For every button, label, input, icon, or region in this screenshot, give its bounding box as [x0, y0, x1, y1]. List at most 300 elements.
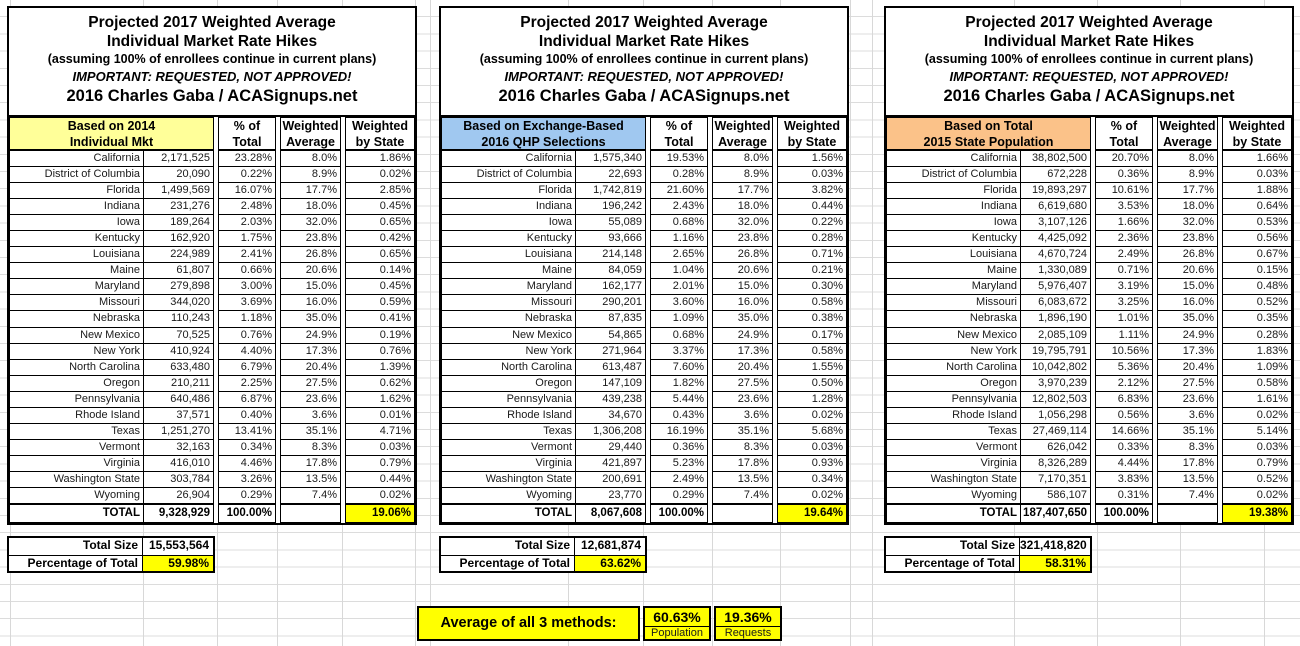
table-cell[interactable]: 20.6%: [737, 264, 769, 277]
table-cell[interactable]: 55,089: [575, 215, 645, 230]
table-cell[interactable]: 633,480: [143, 360, 213, 375]
total-label-cell[interactable]: TOTAL: [534, 507, 572, 520]
table-cell[interactable]: 0.53%: [1256, 216, 1288, 229]
table-cell[interactable]: 5.23%: [672, 456, 704, 469]
table-cell[interactable]: 1,742,819: [575, 183, 645, 198]
table-cell[interactable]: 0.29%: [672, 488, 704, 501]
table-cell[interactable]: District of Columbia: [476, 168, 572, 181]
total-size-value[interactable]: 321,418,820: [1020, 538, 1087, 552]
total-label-cell[interactable]: TOTAL: [102, 507, 140, 520]
table-cell[interactable]: 0.59%: [379, 296, 411, 309]
table-cell[interactable]: 162,920: [143, 231, 213, 246]
table-cell[interactable]: 2.43%: [672, 200, 704, 213]
table-cell[interactable]: 0.38%: [811, 312, 843, 325]
table-cell[interactable]: 640,486: [143, 392, 213, 407]
table-cell[interactable]: 224,989: [143, 247, 213, 262]
table-cell[interactable]: 4.40%: [240, 344, 272, 357]
table-cell[interactable]: 6,619,680: [1020, 199, 1090, 214]
column-header-pct-of-total[interactable]: % of Total: [219, 118, 275, 151]
table-title-block[interactable]: [886, 8, 1292, 117]
table-cell[interactable]: 231,276: [143, 199, 213, 214]
table-cell[interactable]: 2,171,525: [143, 151, 213, 166]
table-cell[interactable]: 15.0%: [305, 280, 337, 293]
table-cell[interactable]: 20.70%: [1111, 152, 1149, 164]
table-cell[interactable]: 0.62%: [379, 376, 411, 389]
table-cell[interactable]: 18.0%: [1182, 200, 1214, 213]
table-cell[interactable]: 1.09%: [672, 312, 704, 325]
table-cell[interactable]: 17.7%: [737, 184, 769, 197]
table-cell[interactable]: 290,201: [575, 295, 645, 310]
table-cell[interactable]: 34,670: [575, 408, 645, 423]
total-label-cell[interactable]: TOTAL: [979, 507, 1017, 520]
table-cell[interactable]: 19,893,297: [1020, 183, 1090, 198]
table-cell[interactable]: 32.0%: [1182, 216, 1214, 229]
table-cell[interactable]: 35.1%: [305, 424, 337, 437]
table-cell[interactable]: 8.9%: [1188, 168, 1214, 181]
table-cell[interactable]: Maryland: [526, 280, 572, 293]
table-cell[interactable]: 32.0%: [305, 216, 337, 229]
table-cell[interactable]: Maine: [110, 264, 140, 277]
table-cell[interactable]: 3.82%: [811, 184, 843, 197]
table-cell[interactable]: 54,865: [575, 328, 645, 343]
table-cell[interactable]: North Carolina: [501, 360, 572, 373]
table-cell[interactable]: 27.5%: [305, 376, 337, 389]
table-cell[interactable]: 0.02%: [811, 488, 843, 501]
table-cell[interactable]: Rhode Island: [75, 408, 140, 421]
table-cell[interactable]: 7.4%: [1188, 488, 1214, 501]
table-cell[interactable]: 35.0%: [737, 312, 769, 325]
table-cell[interactable]: 35.1%: [1182, 424, 1214, 437]
table-cell[interactable]: Nebraska: [92, 312, 140, 325]
table-cell[interactable]: 1.55%: [811, 360, 843, 373]
table-cell[interactable]: Maine: [987, 264, 1017, 277]
table-cell[interactable]: 0.44%: [379, 472, 411, 485]
table-cell[interactable]: 87,835: [575, 311, 645, 326]
table-cell[interactable]: 0.68%: [672, 216, 704, 229]
table-cell[interactable]: 32,163: [143, 440, 213, 455]
table-cell[interactable]: 303,784: [143, 472, 213, 487]
table-cell[interactable]: 1.75%: [240, 232, 272, 245]
table-cell[interactable]: Kentucky: [526, 232, 572, 245]
table-cell[interactable]: 24.9%: [305, 328, 337, 341]
pct-of-total-value[interactable]: 58.31%: [1020, 556, 1090, 572]
total-weighted-cell[interactable]: 19.06%: [346, 505, 414, 522]
table-cell[interactable]: New Mexico: [957, 328, 1017, 341]
table-cell[interactable]: 0.66%: [240, 264, 272, 277]
table-cell[interactable]: Pennsylvania: [74, 392, 140, 405]
table-cell[interactable]: 10,042,802: [1020, 360, 1090, 375]
table-cell[interactable]: Louisiana: [969, 248, 1017, 261]
table-cell[interactable]: 1.61%: [1256, 392, 1288, 405]
table-cell[interactable]: 3.19%: [1117, 280, 1149, 293]
table-cell[interactable]: 3.6%: [311, 408, 337, 421]
pct-of-total-label[interactable]: Percentage of Total: [441, 556, 575, 572]
table-cell[interactable]: 8.3%: [311, 440, 337, 453]
table-cell[interactable]: 0.34%: [240, 440, 272, 453]
table-cell[interactable]: 20.4%: [305, 360, 337, 373]
table-cell[interactable]: 4.71%: [379, 424, 411, 437]
table-cell[interactable]: 16.19%: [666, 424, 704, 437]
table-cell[interactable]: 421,897: [575, 456, 645, 471]
table-cell[interactable]: Wyoming: [526, 488, 572, 501]
table-cell[interactable]: 4,670,724: [1020, 247, 1090, 262]
table-cell[interactable]: 1.09%: [1256, 360, 1288, 373]
table-cell[interactable]: 15.0%: [737, 280, 769, 293]
table-cell[interactable]: 3.53%: [1117, 200, 1149, 213]
table-cell[interactable]: 0.40%: [240, 408, 272, 421]
table-cell[interactable]: 16.0%: [737, 296, 769, 309]
table-cell[interactable]: 20.6%: [305, 264, 337, 277]
table-cell[interactable]: 3.26%: [240, 472, 272, 485]
table-cell[interactable]: 0.21%: [811, 264, 843, 277]
total-weighted-cell[interactable]: 19.64%: [778, 505, 846, 522]
table-cell[interactable]: Virginia: [535, 456, 572, 469]
table-cell[interactable]: 23.6%: [1182, 392, 1214, 405]
table-cell[interactable]: Missouri: [531, 296, 572, 309]
table-cell[interactable]: 0.58%: [811, 344, 843, 357]
table-cell[interactable]: 1.86%: [379, 152, 411, 164]
table-title-block[interactable]: [9, 8, 415, 117]
table-cell[interactable]: 26.8%: [305, 248, 337, 261]
column-header-pct-of-total[interactable]: % of Total: [1096, 118, 1152, 151]
table-cell[interactable]: 5.44%: [672, 392, 704, 405]
table-cell[interactable]: Florida: [538, 184, 572, 197]
table-cell[interactable]: 37,571: [143, 408, 213, 423]
table-cell[interactable]: 2.48%: [240, 200, 272, 213]
table-cell[interactable]: 0.50%: [811, 376, 843, 389]
table-cell[interactable]: 35.1%: [737, 424, 769, 437]
table-cell[interactable]: 0.56%: [1256, 232, 1288, 245]
table-cell[interactable]: California: [93, 152, 140, 164]
table-cell[interactable]: Nebraska: [969, 312, 1017, 325]
table-cell[interactable]: 17.7%: [305, 184, 337, 197]
table-cell[interactable]: 19,795,791: [1020, 344, 1090, 359]
table-cell[interactable]: 0.22%: [240, 168, 272, 181]
column-header-basis[interactable]: Based on Total 2015 State Population: [887, 118, 1090, 151]
table-cell[interactable]: Nebraska: [524, 312, 572, 325]
table-cell[interactable]: Texas: [111, 424, 140, 437]
table-cell[interactable]: Vermont: [976, 440, 1017, 453]
table-cell[interactable]: 2.49%: [1117, 248, 1149, 261]
table-cell[interactable]: 24.9%: [737, 328, 769, 341]
table-cell[interactable]: 38,802,500: [1020, 151, 1090, 166]
empty-cell[interactable]: [713, 505, 772, 522]
table-cell[interactable]: Maryland: [971, 280, 1017, 293]
table-cell[interactable]: 0.19%: [379, 328, 411, 341]
table-cell[interactable]: 0.58%: [1256, 376, 1288, 389]
table-cell[interactable]: 344,020: [143, 295, 213, 310]
table-cell[interactable]: 0.28%: [811, 232, 843, 245]
table-cell[interactable]: 3.60%: [672, 296, 704, 309]
table-cell[interactable]: 0.15%: [1256, 264, 1288, 277]
pct-of-total-value[interactable]: 63.62%: [575, 556, 645, 572]
table-cell[interactable]: 0.76%: [240, 328, 272, 341]
table-cell[interactable]: 0.33%: [1117, 440, 1149, 453]
total-size-label[interactable]: Total Size: [441, 538, 575, 555]
table-cell[interactable]: Maine: [542, 264, 572, 277]
table-cell[interactable]: 8.0%: [743, 152, 769, 164]
table-cell[interactable]: 0.03%: [811, 168, 843, 181]
table-cell[interactable]: North Carolina: [69, 360, 140, 373]
table-cell[interactable]: 20,090: [143, 167, 213, 182]
column-header-basis[interactable]: Based on Exchange-Based 2016 QHP Selections: [442, 118, 645, 151]
table-cell[interactable]: 0.76%: [379, 344, 411, 357]
table-cell[interactable]: Texas: [988, 424, 1017, 437]
total-size-label[interactable]: Total Size: [9, 538, 143, 555]
table-cell[interactable]: 6.87%: [240, 392, 272, 405]
table-cell[interactable]: 0.28%: [672, 168, 704, 181]
average-summary-label[interactable]: Average of all 3 methods:: [417, 606, 640, 641]
table-cell[interactable]: 4,425,092: [1020, 231, 1090, 246]
table-cell[interactable]: 3.83%: [1117, 472, 1149, 485]
table-cell[interactable]: 6.79%: [240, 360, 272, 373]
total-weighted-cell[interactable]: 19.38%: [1223, 505, 1291, 522]
table-cell[interactable]: 1.16%: [672, 232, 704, 245]
table-cell[interactable]: 0.02%: [1256, 488, 1288, 501]
total-size-label[interactable]: Total Size: [886, 538, 1020, 555]
table-cell[interactable]: 1.11%: [1118, 328, 1149, 341]
table-cell[interactable]: 7.60%: [672, 360, 704, 373]
table-cell[interactable]: 2.85%: [379, 184, 411, 197]
table-cell[interactable]: 1,251,270: [143, 424, 213, 439]
table-cell[interactable]: 13.5%: [737, 472, 769, 485]
table-cell[interactable]: 18.0%: [305, 200, 337, 213]
table-cell[interactable]: 110,243: [143, 311, 213, 326]
table-cell[interactable]: 0.68%: [672, 328, 704, 341]
table-cell[interactable]: 23.8%: [737, 232, 769, 245]
total-size-value[interactable]: 12,681,874: [580, 538, 641, 552]
table-cell[interactable]: 17.3%: [737, 344, 769, 357]
table-cell[interactable]: 0.03%: [811, 440, 843, 453]
table-cell[interactable]: 5.36%: [1117, 360, 1149, 373]
table-cell[interactable]: Florida: [106, 184, 140, 197]
table-cell[interactable]: 8.0%: [1188, 152, 1214, 164]
table-cell[interactable]: 17.8%: [305, 456, 337, 469]
table-cell[interactable]: 0.52%: [1256, 296, 1288, 309]
table-cell[interactable]: 2.12%: [1117, 376, 1149, 389]
table-cell[interactable]: 8.3%: [1188, 440, 1214, 453]
table-cell[interactable]: New York: [93, 344, 140, 357]
table-cell[interactable]: 162,177: [575, 279, 645, 294]
empty-cell[interactable]: [1158, 505, 1217, 522]
column-header-weighted-average[interactable]: Weighted Average: [713, 118, 772, 151]
table-cell[interactable]: 0.67%: [1256, 248, 1288, 261]
table-cell[interactable]: 0.42%: [379, 232, 411, 245]
table-cell[interactable]: 16.0%: [305, 296, 337, 309]
table-cell[interactable]: Indiana: [980, 200, 1017, 213]
table-cell[interactable]: 1.83%: [1256, 344, 1288, 357]
table-cell[interactable]: 61,807: [143, 263, 213, 278]
total-value-cell[interactable]: 187,407,650: [1020, 505, 1090, 522]
table-cell[interactable]: Kentucky: [971, 232, 1017, 245]
table-cell[interactable]: Virginia: [103, 456, 140, 469]
table-cell[interactable]: 2.36%: [1117, 232, 1149, 245]
table-cell[interactable]: 0.02%: [379, 168, 411, 181]
table-cell[interactable]: Virginia: [980, 456, 1017, 469]
table-cell[interactable]: 3,970,239: [1020, 376, 1090, 391]
table-cell[interactable]: 1.82%: [672, 376, 704, 389]
table-cell[interactable]: 189,264: [143, 215, 213, 230]
table-cell[interactable]: 0.02%: [811, 408, 843, 421]
table-cell[interactable]: 1.66%: [1117, 216, 1149, 229]
table-cell[interactable]: 15.0%: [1182, 280, 1214, 293]
table-cell[interactable]: Rhode Island: [952, 408, 1017, 421]
table-cell[interactable]: 1,306,208: [575, 424, 645, 439]
table-cell[interactable]: 279,898: [143, 279, 213, 294]
table-cell[interactable]: 586,107: [1020, 488, 1090, 503]
table-cell[interactable]: 626,042: [1020, 440, 1090, 455]
table-cell[interactable]: 5,976,407: [1020, 279, 1090, 294]
table-cell[interactable]: Texas: [543, 424, 572, 437]
table-cell[interactable]: 0.28%: [1256, 328, 1288, 341]
table-cell[interactable]: 0.01%: [379, 408, 411, 421]
table-cell[interactable]: 0.79%: [1256, 456, 1288, 469]
total-pct-cell[interactable]: 100.00%: [658, 507, 704, 520]
table-cell[interactable]: 23.8%: [1182, 232, 1214, 245]
pct-of-total-label[interactable]: Percentage of Total: [886, 556, 1020, 572]
table-cell[interactable]: New Mexico: [80, 328, 140, 341]
table-cell[interactable]: Oregon: [980, 376, 1017, 389]
table-cell[interactable]: 20.4%: [1182, 360, 1214, 373]
table-cell[interactable]: 613,487: [575, 360, 645, 375]
table-cell[interactable]: 0.36%: [1117, 168, 1149, 181]
table-cell[interactable]: 0.03%: [1256, 440, 1288, 453]
table-cell[interactable]: Louisiana: [92, 248, 140, 261]
table-cell[interactable]: Iowa: [116, 216, 140, 229]
table-cell[interactable]: 2.41%: [240, 248, 272, 261]
table-cell[interactable]: Wyoming: [94, 488, 140, 501]
table-cell[interactable]: 200,691: [575, 472, 645, 487]
empty-cell[interactable]: [281, 505, 340, 522]
table-cell[interactable]: 4.44%: [1117, 456, 1149, 469]
table-cell[interactable]: 29,440: [575, 440, 645, 455]
table-cell[interactable]: Washington State: [930, 472, 1017, 485]
table-cell[interactable]: 1.28%: [811, 392, 843, 405]
table-cell[interactable]: 17.8%: [1182, 456, 1214, 469]
table-cell[interactable]: 10.61%: [1111, 184, 1149, 197]
table-cell[interactable]: 8.9%: [311, 168, 337, 181]
table-cell[interactable]: Missouri: [99, 296, 140, 309]
table-cell[interactable]: New Mexico: [512, 328, 572, 341]
table-cell[interactable]: 1.01%: [1117, 312, 1149, 325]
table-cell[interactable]: 3.6%: [743, 408, 769, 421]
table-cell[interactable]: California: [970, 152, 1017, 164]
table-cell[interactable]: 8,326,289: [1020, 456, 1090, 471]
table-cell[interactable]: 4.46%: [240, 456, 272, 469]
table-cell[interactable]: Vermont: [531, 440, 572, 453]
table-cell[interactable]: 27.5%: [1182, 376, 1214, 389]
pct-of-total-value[interactable]: 59.98%: [143, 556, 213, 572]
table-cell[interactable]: 35.0%: [305, 312, 337, 325]
table-cell[interactable]: 7.4%: [311, 488, 337, 501]
table-cell[interactable]: 0.44%: [811, 200, 843, 213]
table-cell[interactable]: 0.56%: [1117, 408, 1149, 421]
table-cell[interactable]: Oregon: [535, 376, 572, 389]
table-cell[interactable]: 6.83%: [1117, 392, 1149, 405]
table-cell[interactable]: 1,499,569: [143, 183, 213, 198]
table-cell[interactable]: District of Columbia: [921, 168, 1017, 181]
table-cell[interactable]: Florida: [983, 184, 1017, 197]
table-cell[interactable]: 3.00%: [240, 280, 272, 293]
table-cell[interactable]: 13.5%: [305, 472, 337, 485]
table-title-block[interactable]: [441, 8, 847, 117]
table-cell[interactable]: 18.0%: [737, 200, 769, 213]
table-cell[interactable]: 1.66%: [1256, 152, 1288, 164]
table-cell[interactable]: Louisiana: [524, 248, 572, 261]
table-cell[interactable]: 0.34%: [811, 472, 843, 485]
table-cell[interactable]: 8.0%: [311, 152, 337, 164]
table-cell[interactable]: Kentucky: [94, 232, 140, 245]
total-pct-cell[interactable]: 100.00%: [226, 507, 272, 520]
table-cell[interactable]: 17.3%: [305, 344, 337, 357]
table-cell[interactable]: 20.4%: [737, 360, 769, 373]
table-cell[interactable]: Iowa: [993, 216, 1017, 229]
table-cell[interactable]: 24.9%: [1182, 328, 1214, 341]
table-cell[interactable]: 0.93%: [811, 456, 843, 469]
table-cell[interactable]: Pennsylvania: [951, 392, 1017, 405]
table-cell[interactable]: 19.53%: [666, 152, 704, 164]
table-cell[interactable]: 0.65%: [379, 216, 411, 229]
table-cell[interactable]: 3.6%: [1188, 408, 1214, 421]
table-cell[interactable]: 3.37%: [672, 344, 704, 357]
table-cell[interactable]: 410,924: [143, 344, 213, 359]
table-cell[interactable]: 22,693: [575, 167, 645, 182]
table-cell[interactable]: 0.64%: [1256, 200, 1288, 213]
table-cell[interactable]: Indiana: [103, 200, 140, 213]
table-cell[interactable]: Pennsylvania: [506, 392, 572, 405]
table-cell[interactable]: 0.52%: [1256, 472, 1288, 485]
table-cell[interactable]: 1.39%: [379, 360, 411, 373]
table-cell[interactable]: Oregon: [103, 376, 140, 389]
table-cell[interactable]: 0.65%: [379, 248, 411, 261]
table-cell[interactable]: 0.58%: [811, 296, 843, 309]
table-cell[interactable]: Washington State: [485, 472, 572, 485]
table-cell[interactable]: 210,211: [143, 376, 213, 391]
table-cell[interactable]: 1.18%: [240, 312, 272, 325]
table-cell[interactable]: 0.45%: [379, 280, 411, 293]
column-header-weighted-average[interactable]: Weighted Average: [1158, 118, 1217, 151]
table-cell[interactable]: 5.68%: [811, 424, 843, 437]
table-cell[interactable]: 8.9%: [743, 168, 769, 181]
table-cell[interactable]: 70,525: [143, 328, 213, 343]
pct-of-total-label[interactable]: Percentage of Total: [9, 556, 143, 572]
table-cell[interactable]: 13.5%: [1182, 472, 1214, 485]
table-cell[interactable]: 17.8%: [737, 456, 769, 469]
table-cell[interactable]: 23.8%: [305, 232, 337, 245]
table-cell[interactable]: Indiana: [535, 200, 572, 213]
table-cell[interactable]: 0.71%: [811, 248, 843, 261]
table-cell[interactable]: 20.6%: [1182, 264, 1214, 277]
table-cell[interactable]: 3,107,126: [1020, 215, 1090, 230]
table-cell[interactable]: 2.03%: [240, 216, 272, 229]
table-cell[interactable]: 0.30%: [811, 280, 843, 293]
table-cell[interactable]: 0.41%: [379, 312, 411, 325]
table-cell[interactable]: 0.71%: [1117, 264, 1149, 277]
average-population-cell[interactable]: [643, 606, 711, 641]
table-cell[interactable]: Missouri: [976, 296, 1017, 309]
table-cell[interactable]: 0.35%: [1256, 312, 1288, 325]
table-cell[interactable]: 1,896,190: [1020, 311, 1090, 326]
table-cell[interactable]: 1.04%: [672, 264, 704, 277]
table-cell[interactable]: 26.8%: [1182, 248, 1214, 261]
table-cell[interactable]: 26.8%: [737, 248, 769, 261]
table-cell[interactable]: 2.25%: [240, 376, 272, 389]
table-cell[interactable]: 0.03%: [1256, 168, 1288, 181]
table-cell[interactable]: Maryland: [94, 280, 140, 293]
table-cell[interactable]: New York: [525, 344, 572, 357]
table-cell[interactable]: 416,010: [143, 456, 213, 471]
table-cell[interactable]: 3.25%: [1117, 296, 1149, 309]
